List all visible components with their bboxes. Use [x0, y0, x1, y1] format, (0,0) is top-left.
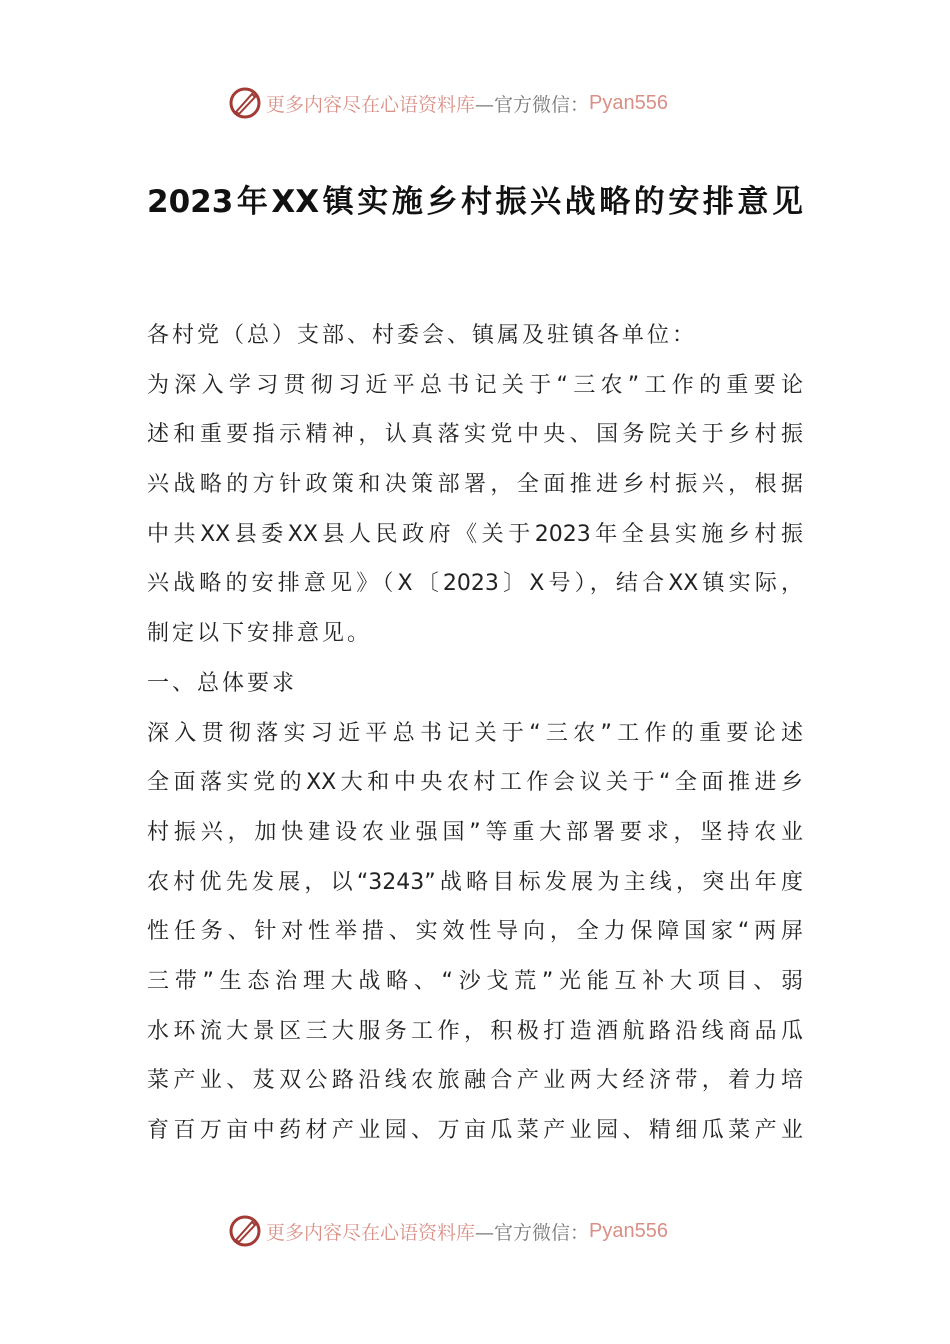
pen-logo-icon	[228, 86, 262, 120]
paragraph-line: 村振兴，加快建设农业强国”等重大部署要求，坚持农业	[147, 819, 803, 845]
footer-watermark: 更多内容尽在心语资料库 —官方微信： Pyan556	[228, 1213, 728, 1249]
paragraph-line: 水环流大景区三大服务工作，积极打造酒航路沿线商品瓜	[147, 1018, 803, 1044]
section-heading: 一、总体要求	[147, 670, 298, 696]
paragraph-line: 深入贯彻落实习近平总书记关于“三农”工作的重要论述	[147, 720, 803, 746]
paragraph-line: 菜产业、芨双公路沿线农旅融合产业两大经济带，着力培	[147, 1068, 803, 1094]
pen-logo-icon	[228, 1214, 262, 1248]
paragraph-line: 制定以下安排意见。	[147, 621, 373, 647]
header-watermark: 更多内容尽在心语资料库 —官方微信： Pyan556	[228, 85, 728, 121]
document-title: 2023年XX镇实施乡村振兴战略的安排意见	[147, 184, 803, 220]
paragraph-line: 三带”生态治理大战略、“沙戈荒”光能互补大项目、弱	[147, 968, 803, 994]
paragraph-line: 兴战略的方针政策和决策部署，全面推进乡村振兴，根据	[147, 472, 803, 498]
paragraph-line: 全面落实党的XX大和中央农村工作会议关于“全面推进乡	[147, 770, 803, 796]
paragraph-line: 性任务、针对性举措、实效性导向，全力保障国家“两屏	[147, 919, 803, 945]
paragraph-line: 为深入学习贯彻习近平总书记关于“三农”工作的重要论	[147, 372, 803, 398]
document-body	[147, 320, 803, 1165]
salutation: 各村党（总）支部、村委会、镇属及驻镇各单位：	[147, 323, 698, 348]
paragraph-line: 兴战略的安排意见》（X〔2023〕X号），结合XX镇实际，	[147, 571, 803, 597]
paragraph-line: 农村优先发展，以“3243”战略目标发展为主线，突出年度	[147, 869, 803, 895]
paragraph-line: 中共XX县委XX县人民政府《关于2023年全县实施乡村振	[147, 521, 803, 547]
paragraph-line: 述和重要指示精神，认真落实党中央、国务院关于乡村振	[147, 422, 803, 448]
paragraph-line: 育百万亩中药材产业园、万亩瓜菜产业园、精细瓜菜产业	[147, 1118, 803, 1143]
